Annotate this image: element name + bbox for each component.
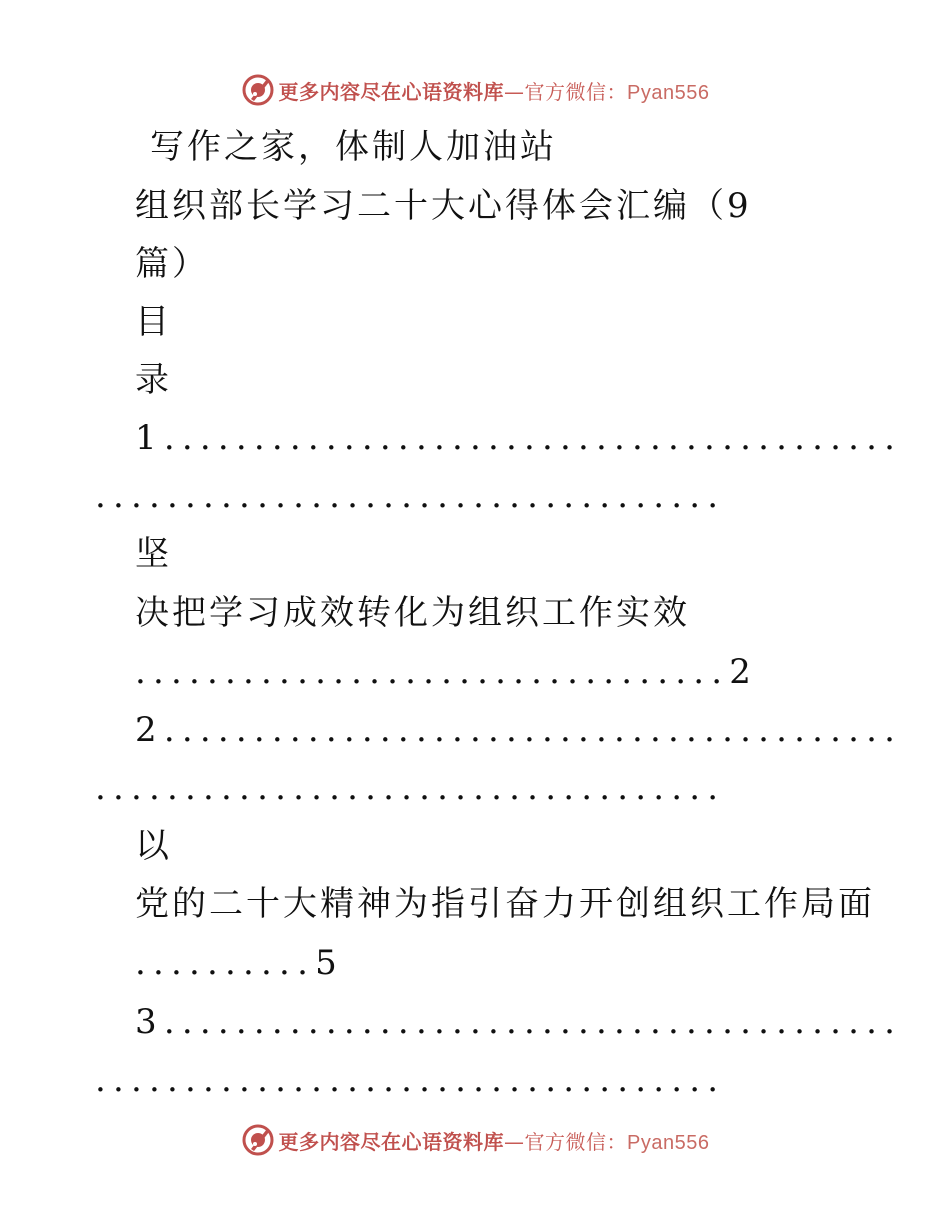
toc-entry-1-leader-continued: ...................................: [95, 476, 726, 516]
toc-entry-1-leader: 1.........................................: [135, 418, 903, 458]
toc-heading-line-2: 录: [135, 360, 172, 400]
top-watermark-banner: [0, 70, 950, 110]
toc-entry-2-leader-continued: ...................................: [95, 768, 726, 808]
toc-entry-2-leader: 2.........................................: [135, 710, 903, 750]
quill-logo-icon: [241, 1123, 275, 1157]
bottom-watermark-banner: [0, 1120, 950, 1160]
toc-entry-1-page: .................................2: [135, 652, 759, 692]
toc-entry-1-title-line-2: 决把学习成效转化为组织工作实效: [135, 593, 690, 633]
toc-entry-2-page: ..........5: [135, 943, 344, 983]
toc-heading-line-1: 目: [135, 302, 172, 342]
toc-entry-2-title-line-1: 以: [135, 826, 172, 866]
toc-entry-1-title-line-1: 坚: [135, 534, 172, 574]
toc-entry-3-leader: 3.........................................: [135, 1002, 903, 1042]
watermark-text: 更多内容尽在心语资料库—官方微信：Pyan556: [278, 79, 710, 104]
toc-entry-3-leader-continued: ...................................: [95, 1060, 726, 1100]
document-title-line-1: 组织部长学习二十大心得体会汇编（9: [135, 186, 752, 226]
watermark-text: 更多内容尽在心语资料库—官方微信：Pyan556: [278, 1129, 710, 1154]
document-title-line-2: 篇）: [135, 244, 209, 284]
site-slogan: 写作之家，体制人加油站: [150, 127, 557, 167]
quill-logo-icon: [241, 73, 275, 107]
toc-entry-2-title-line-2: 党的二十大精神为指引奋力开创组织工作局面: [135, 884, 875, 924]
